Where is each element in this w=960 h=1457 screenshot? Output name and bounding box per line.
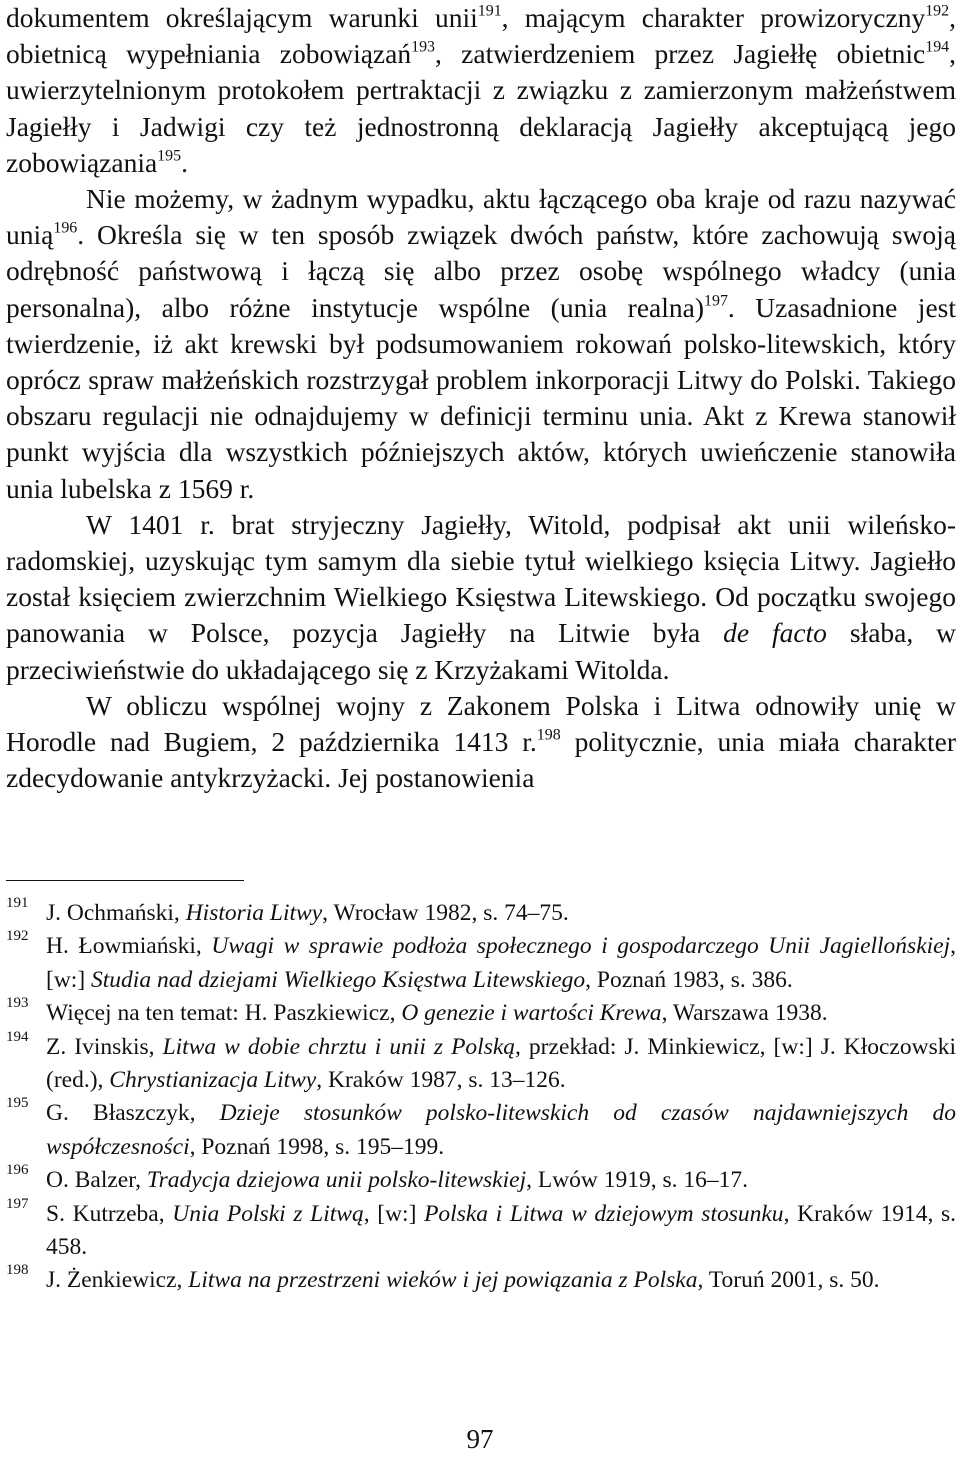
footnote-number: 196 <box>6 1162 29 1179</box>
text-run: , uwierzytelnionym protokołem pertraktacji z związku z zamierzonym małżeństwem Jagiełły i Jadwigi czy też jednostronną deklaracją Jagiełły akceptującą jego zobowiązania <box>6 38 956 178</box>
footnote-title: Dzieje stosunków polsko-litewskich od czasów najdawniejszych do współczesności <box>46 1100 957 1160</box>
paragraph-1 <box>6 0 956 181</box>
footnote-title: Uwagi w sprawie podłoża społecznego i gospodarczego Unii Jagiellońskiej <box>211 933 951 960</box>
paragraph-3 <box>6 507 956 688</box>
footnote-text: , Lwów 1919, s. 16–17. <box>526 1167 749 1194</box>
footnote-number: 193 <box>6 995 29 1012</box>
footnote-title: Litwa na przestrzeni wieków i jej powiązania z Polska <box>188 1267 698 1294</box>
footnote-ref[interactable]: 192 <box>925 2 950 20</box>
text-run: W 1401 r. brat stryjeczny Jagiełły, Witold, podpisał akt unii wileńsko-radomskiej, uzyskując tym samym dla siebie tytuł wielkiego księcia Litwy. Jagiełło został księciem zwierzchnim Wielkiego Księstwa Litewskiego. Od początku swojego panowania w Polsce, pozycja Jagiełły na Litwie była <box>6 508 956 649</box>
footnote-text: J. Żenkiewicz, <box>46 1267 189 1294</box>
footnote-text: , Poznań 1998, s. 195–199. <box>189 1133 445 1160</box>
footnote-text: J. Ochmański, <box>46 900 186 926</box>
footnote-ref[interactable]: 194 <box>925 38 950 56</box>
footnote-text: , Toruń 2001, s. 50. <box>697 1267 880 1294</box>
text-run: politycznie, unia miała charakter zdecydowanie antykrzyżacki. Jej postanowienia <box>6 726 956 794</box>
text-run: Nie możemy, w żadnym wypadku, aktu łączącego oba kraje od razu nazywać unią <box>6 183 956 251</box>
footnote-title: Tradycja dziejowa unii polsko-litewskiej <box>146 1167 527 1194</box>
text-run: dokumentem określającym warunki unii <box>6 2 478 33</box>
footnote-title: Chrystianizacja Litwy <box>109 1067 317 1094</box>
footnote-title: Unia Polski z Litwą <box>172 1200 364 1227</box>
footnote-197 <box>6 1195 957 1265</box>
footnote-title: Studia nad dziejami Wielkiego Księstwa Litewskiego <box>91 966 586 993</box>
text-run: , zatwierdzeniem przez Jagiełłę obietnic <box>435 38 926 70</box>
footnote-title: O genezie i wartości Krewa <box>401 1000 662 1027</box>
footnote-text: , [w:] <box>46 933 956 993</box>
footnote-192 <box>6 930 956 997</box>
main-text <box>6 0 956 796</box>
paragraph-2 <box>6 181 956 507</box>
footnote-text: G. Błaszczyk, <box>46 1100 220 1127</box>
footnote-text: , Warszawa 1938. <box>661 1000 828 1027</box>
footnote-text: , Wrocław 1982, s. 74–75. <box>322 900 569 926</box>
footnote-number: 197 <box>6 1195 29 1212</box>
footnote-number: 198 <box>6 1262 29 1279</box>
page-number: 97 <box>466 1424 494 1454</box>
footnote-text: Więcej na ten temat: H. Paszkiewicz, <box>46 1000 402 1027</box>
text-run: słaba, w przeciwieństwie do układającego się z Krzyżakami Witolda. <box>6 617 956 685</box>
footnote-ref[interactable]: 191 <box>477 2 502 20</box>
footnote-text: , Poznań 1983, s. 386. <box>585 966 793 993</box>
footnote-ref[interactable]: 196 <box>53 219 78 237</box>
footnote-196 <box>6 1164 956 1197</box>
footnote-ref[interactable]: 193 <box>411 38 435 56</box>
footnote-text: O. Balzer, <box>46 1167 147 1194</box>
footnote-separator <box>6 880 244 881</box>
footnote-text: , Kraków 1987, s. 13–126. <box>316 1067 566 1094</box>
footnote-text: Z. Ivinskis, <box>46 1033 163 1060</box>
footnote-number: 191 <box>6 895 29 911</box>
footnote-ref[interactable]: 197 <box>704 292 728 310</box>
text-run: , mającym charakter prowizoryczny <box>501 2 926 33</box>
footnote-text: , Kraków 1914, s. 458. <box>46 1200 957 1261</box>
text-run: , obietnicą wypełniania zobowiązań <box>6 2 956 70</box>
footnote-text: H. Łowmiański, <box>46 933 212 960</box>
italic-run: de facto <box>723 617 827 649</box>
footnote-text: , [w:] <box>363 1200 425 1227</box>
footnote-191 <box>6 897 956 930</box>
footnotes <box>6 897 956 1298</box>
footnote-198 <box>6 1264 956 1297</box>
footnote-title: Historia Litwy <box>185 900 323 926</box>
text-run: . Uzasadnione jest twierdzenie, iż akt krewski był podsumowaniem rokowań polsko-litewskich, który oprócz spraw małżeńskich rozstrzygał problem inkorporacji Litwy do Polski. Takiego obszaru regulacji nie odnajdujemy w definicji terminu unia. Akt z Krewa stanowił punkt wyjścia dla wszystkich późniejszych aktów, których uwieńczenie stanowiła unia lubelska z 1569 r. <box>6 291 956 504</box>
paragraph-4 <box>6 688 956 797</box>
footnote-195 <box>6 1097 956 1164</box>
footnote-number: 194 <box>6 1028 29 1045</box>
footnote-193 <box>6 997 956 1030</box>
footnote-text: , przekład: J. Minkiewicz, [w:] J. Kłoczowski (red.), <box>46 1033 956 1094</box>
footnote-title: Litwa w dobie chrztu i unii z Polską <box>162 1033 516 1060</box>
footnote-number: 192 <box>6 928 29 945</box>
footnote-ref[interactable]: 198 <box>536 726 561 744</box>
footnote-title: Polska i Litwa w dziejowym stosunku <box>424 1200 784 1227</box>
footnote-number: 195 <box>6 1095 29 1112</box>
footnote-text: S. Kutrzeba, <box>46 1200 173 1227</box>
text-run: . <box>181 146 188 178</box>
footnote-194 <box>6 1028 956 1098</box>
footnote-ref[interactable]: 195 <box>157 147 182 165</box>
text-run: . Określa się w ten sposób związek dwóch państw, które zachowują swoją odrębność państwową i łączą się albo przez osobę wspólnego władcy (unia personalna), albo różne instytucje wspólne (unia realna) <box>6 219 956 323</box>
text-run: W obliczu wspólnej wojny z Zakonem Polska i Litwa odnowiły unię w Horodle nad Bugiem, 2 października 1413 r. <box>6 689 956 758</box>
